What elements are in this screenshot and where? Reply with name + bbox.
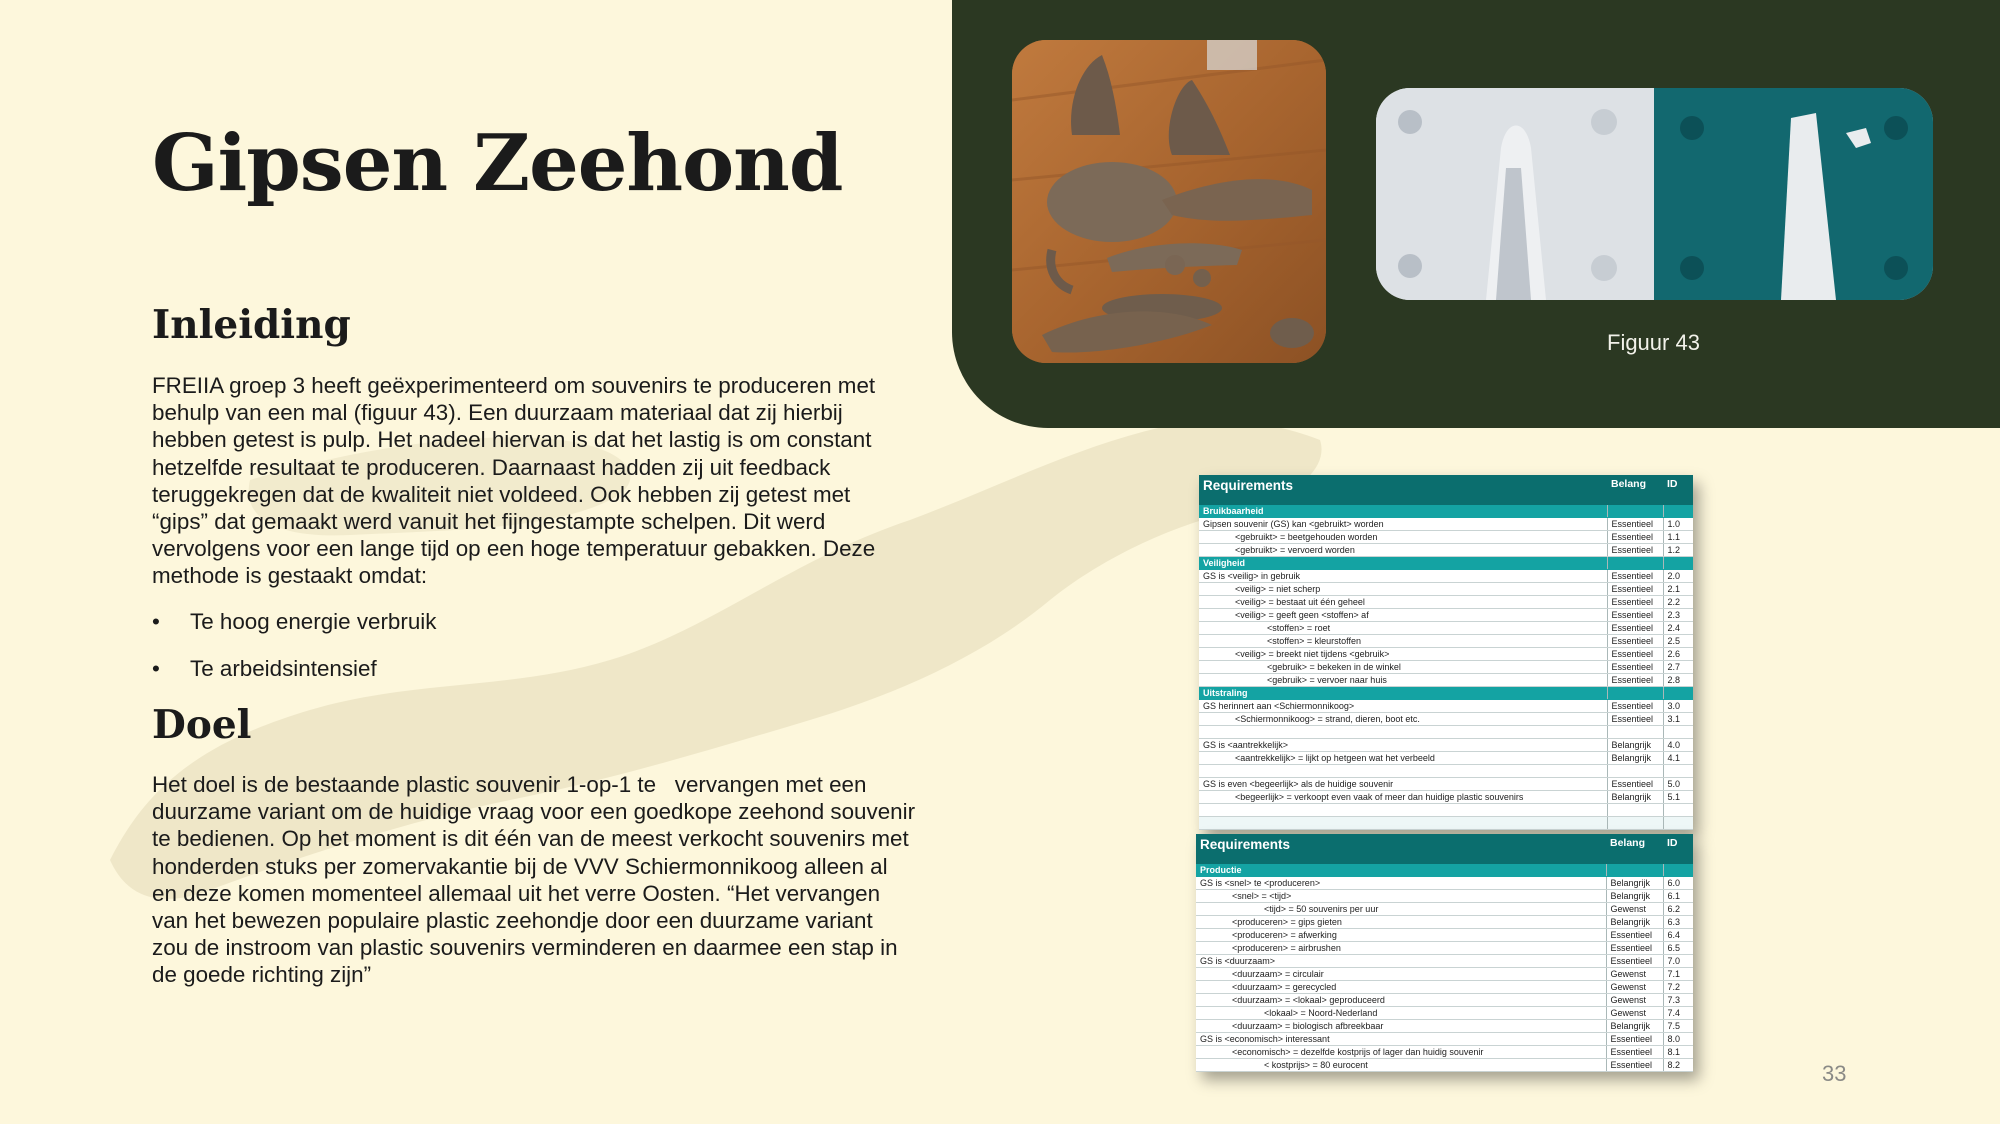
belang-cell (1607, 726, 1663, 739)
goal-paragraph (152, 771, 984, 989)
table-row (1196, 968, 1693, 981)
requirement-cell: GS is <snel> te <produceren> (1196, 877, 1606, 890)
belang-cell: Belangrijk (1606, 916, 1663, 929)
header-requirements: Requirements (1199, 475, 1607, 505)
requirement-cell: GS is <veilig> in gebruik (1199, 570, 1607, 583)
belang-cell: Essentieel (1607, 544, 1663, 557)
requirement-cell: GS is <economisch> interessant (1196, 1033, 1606, 1046)
header-requirements: Requirements (1196, 834, 1606, 864)
id-cell: 6.2 (1663, 903, 1693, 916)
table-row (1199, 752, 1693, 765)
table-header-row (1199, 475, 1693, 505)
requirement-cell: <Schiermonnikoog> = strand, dieren, boot etc. (1199, 713, 1607, 726)
table-row (1199, 531, 1693, 544)
table-row (1196, 1033, 1693, 1046)
requirement-cell: Uitstraling (1199, 687, 1607, 700)
goal-line: zou de instroom van plastic souvenirs verminderen en daarmee een stap in (152, 935, 898, 961)
table-row (1199, 609, 1693, 622)
header-id: ID (1663, 834, 1693, 864)
list-item-text: Te hoog energie verbruik (190, 609, 437, 634)
id-cell: 6.1 (1663, 890, 1693, 903)
header-id: ID (1663, 475, 1693, 505)
id-cell (1663, 817, 1693, 830)
belang-cell: Gewenst (1606, 981, 1663, 994)
table-row (1199, 713, 1693, 726)
table-row (1199, 583, 1693, 596)
requirement-cell: < kostprijs> = 80 eurocent (1196, 1059, 1606, 1072)
table-section-row (1199, 687, 1693, 700)
belang-cell: Essentieel (1606, 955, 1663, 968)
id-cell: 6.4 (1663, 929, 1693, 942)
belang-cell: Essentieel (1606, 1059, 1663, 1072)
id-cell: 1.1 (1663, 531, 1693, 544)
table-row (1199, 544, 1693, 557)
requirements-table-1 (1199, 475, 1693, 830)
belang-cell: Belangrijk (1606, 1020, 1663, 1033)
requirement-cell: <produceren> = gips gieten (1196, 916, 1606, 929)
header-belang: Belang (1606, 834, 1663, 864)
table-row (1196, 1007, 1693, 1020)
table-row (1196, 890, 1693, 903)
intro-heading: Inleiding (152, 302, 351, 348)
goal-line: Het doel is de bestaande plastic souvenir 1-op-1 te vervangen met een (152, 772, 867, 797)
id-cell: 1.2 (1663, 544, 1693, 557)
goal-line: van het bewezen populaire plastic zeehondje door een duurzame variant (152, 908, 873, 934)
requirement-cell: <gebruikt> = vervoerd worden (1199, 544, 1607, 557)
id-cell: 6.0 (1663, 877, 1693, 890)
list-item-text: Te arbeidsintensief (190, 656, 377, 681)
requirement-cell: <duurzaam> = circulair (1196, 968, 1606, 981)
intro-line: vervolgens voor een lange tijd op een hoge temperatuur gebakken. Deze (152, 536, 876, 562)
table-row (1199, 817, 1693, 830)
belang-cell: Essentieel (1606, 1033, 1663, 1046)
belang-cell (1606, 864, 1663, 877)
table-row (1196, 1020, 1693, 1033)
belang-cell (1607, 687, 1663, 700)
table-section-row (1199, 505, 1693, 518)
requirement-cell: Veiligheid (1199, 557, 1607, 570)
table-row (1199, 700, 1693, 713)
id-cell: 4.1 (1663, 752, 1693, 765)
requirement-cell: <veilig> = niet scherp (1199, 583, 1607, 596)
requirement-cell (1199, 765, 1607, 778)
id-cell (1663, 687, 1693, 700)
id-cell: 4.0 (1663, 739, 1693, 752)
belang-cell (1607, 505, 1663, 518)
table-row (1199, 791, 1693, 804)
intro-line: hetzelfde resultaat te produceren. Daarnaast hadden zij uit feedback (152, 454, 831, 480)
requirement-cell: <veilig> = geeft geen <stoffen> af (1199, 609, 1607, 622)
belang-cell: Essentieel (1607, 713, 1663, 726)
id-cell: 8.2 (1663, 1059, 1693, 1072)
intro-line: teruggekregen dat de kwaliteit niet voldeed. Ook hebben zij getest met (152, 481, 851, 507)
id-cell (1663, 765, 1693, 778)
belang-cell: Essentieel (1607, 674, 1663, 687)
id-cell (1663, 505, 1693, 518)
requirement-cell: <duurzaam> = biologisch afbreekbaar (1196, 1020, 1606, 1033)
requirement-cell: <tijd> = 50 souvenirs per uur (1196, 903, 1606, 916)
belang-cell: Essentieel (1607, 622, 1663, 635)
intro-line: FREIIA groep 3 heeft geëxperimenteerd om souvenirs te produceren met (152, 373, 876, 398)
belang-cell: Essentieel (1607, 635, 1663, 648)
bullet-icon: • (152, 656, 160, 681)
belang-cell: Essentieel (1607, 778, 1663, 791)
id-cell: 2.6 (1663, 648, 1693, 661)
belang-cell: Gewenst (1606, 994, 1663, 1007)
requirement-cell: Gipsen souvenir (GS) kan <gebruikt> worden (1199, 518, 1607, 531)
requirement-cell: <duurzaam> = <lokaal> geproduceerd (1196, 994, 1606, 1007)
table-row (1199, 804, 1693, 817)
id-cell: 2.0 (1663, 570, 1693, 583)
reasons-list (152, 608, 436, 702)
requirement-cell: <produceren> = airbrushen (1196, 942, 1606, 955)
requirement-cell: Productie (1196, 864, 1606, 877)
id-cell: 3.1 (1663, 713, 1693, 726)
table-row (1196, 916, 1693, 929)
requirement-cell: <duurzaam> = gerecycled (1196, 981, 1606, 994)
clay-seal-figurines-photo (1012, 40, 1326, 363)
id-cell: 1.0 (1663, 518, 1693, 531)
id-cell: 7.3 (1663, 994, 1693, 1007)
table-row (1196, 877, 1693, 890)
id-cell: 2.8 (1663, 674, 1693, 687)
belang-cell: Essentieel (1606, 1046, 1663, 1059)
id-cell: 2.3 (1663, 609, 1693, 622)
intro-line: behulp van een mal (figuur 43). Een duurzaam materiaal dat zij hierbij (152, 400, 843, 426)
bullet-icon: • (152, 609, 160, 634)
requirement-cell: <gebruik> = bekeken in de winkel (1199, 661, 1607, 674)
requirement-cell: <produceren> = afwerking (1196, 929, 1606, 942)
table-body (1196, 864, 1693, 1072)
id-cell: 5.1 (1663, 791, 1693, 804)
requirement-cell: <economisch> = dezelfde kostprijs of lager dan huidig souvenir (1196, 1046, 1606, 1059)
table-row (1196, 929, 1693, 942)
table-row (1199, 570, 1693, 583)
table-row (1196, 981, 1693, 994)
belang-cell: Gewenst (1606, 968, 1663, 981)
table-body (1199, 505, 1693, 830)
requirement-cell: <snel> = <tijd> (1196, 890, 1606, 903)
id-cell: 2.5 (1663, 635, 1693, 648)
table-row (1199, 635, 1693, 648)
requirement-cell: <lokaal> = Noord-Nederland (1196, 1007, 1606, 1020)
belang-cell: Belangrijk (1606, 877, 1663, 890)
table-row (1199, 674, 1693, 687)
id-cell: 7.5 (1663, 1020, 1693, 1033)
table-row (1196, 1046, 1693, 1059)
id-cell: 7.2 (1663, 981, 1693, 994)
table-row (1196, 942, 1693, 955)
id-cell: 2.1 (1663, 583, 1693, 596)
page-title: Gipsen Zeehond (152, 118, 843, 209)
requirement-cell (1199, 817, 1607, 830)
id-cell (1663, 557, 1693, 570)
belang-cell: Essentieel (1606, 942, 1663, 955)
requirement-cell: GS herinnert aan <Schiermonnikoog> (1199, 700, 1607, 713)
table-row (1199, 596, 1693, 609)
id-cell: 2.7 (1663, 661, 1693, 674)
id-cell: 3.0 (1663, 700, 1693, 713)
header-belang: Belang (1607, 475, 1663, 505)
belang-cell: Belangrijk (1607, 791, 1663, 804)
id-cell: 7.0 (1663, 955, 1693, 968)
belang-cell (1607, 817, 1663, 830)
requirement-cell: <veilig> = bestaat uit één geheel (1199, 596, 1607, 609)
belang-cell: Essentieel (1607, 518, 1663, 531)
table-row (1199, 661, 1693, 674)
intro-line: “gips” dat gemaakt werd vanuit het fijngestampte schelpen. Dit werd (152, 509, 826, 535)
requirement-cell: <gebruikt> = beetgehouden worden (1199, 531, 1607, 544)
id-cell (1663, 864, 1693, 877)
id-cell: 8.1 (1663, 1046, 1693, 1059)
table-row (1199, 739, 1693, 752)
id-cell (1663, 726, 1693, 739)
id-cell: 6.5 (1663, 942, 1693, 955)
belang-cell: Essentieel (1607, 661, 1663, 674)
requirement-cell: <aantrekkelijk> = lijkt op hetgeen wat het verbeeld (1199, 752, 1607, 765)
belang-cell: Belangrijk (1607, 752, 1663, 765)
belang-cell: Essentieel (1607, 648, 1663, 661)
belang-cell: Gewenst (1606, 903, 1663, 916)
goal-line: honderden stuks per zomervakantie bij de VVV Schiermonnikoog alleen al (152, 853, 888, 879)
goal-line: duurzame variant om de huidige vraag voor een goedkope zeehond souvenir (152, 799, 916, 825)
requirement-cell: GS is even <begeerlijk> als de huidige souvenir (1199, 778, 1607, 791)
requirements-table-2 (1196, 834, 1693, 1072)
table-row (1199, 648, 1693, 661)
requirement-cell: <begeerlijk> = verkoopt even vaak of meer dan huidige plastic souvenirs (1199, 791, 1607, 804)
table-row (1196, 955, 1693, 968)
belang-cell: Belangrijk (1607, 739, 1663, 752)
table-row (1196, 1059, 1693, 1072)
id-cell (1663, 804, 1693, 817)
table-row (1199, 765, 1693, 778)
belang-cell: Essentieel (1607, 609, 1663, 622)
mold-plates-photo (1376, 88, 1933, 300)
id-cell: 2.4 (1663, 622, 1693, 635)
requirement-cell: <gebruik> = vervoer naar huis (1199, 674, 1607, 687)
belang-cell: Essentieel (1607, 596, 1663, 609)
requirement-cell: GS is <aantrekkelijk> (1199, 739, 1607, 752)
table-section-row (1199, 557, 1693, 570)
requirement-cell (1199, 726, 1607, 739)
figure-caption: Figuur 43 (1607, 330, 1700, 355)
list-item (152, 655, 436, 682)
requirement-cell: Bruikbaarheid (1199, 505, 1607, 518)
table-row (1199, 518, 1693, 531)
intro-line: hebben getest is pulp. Het nadeel hiervan is dat het lastig is om constant (152, 427, 872, 453)
id-cell: 2.2 (1663, 596, 1693, 609)
belang-cell: Essentieel (1607, 531, 1663, 544)
table-header-row (1196, 834, 1693, 864)
table-section-row (1196, 864, 1693, 877)
goal-line: de goede richting zijn” (152, 962, 372, 988)
id-cell: 5.0 (1663, 778, 1693, 791)
table-row (1196, 994, 1693, 1007)
id-cell: 7.1 (1663, 968, 1693, 981)
page-number: 33 (1822, 1061, 1847, 1086)
belang-cell: Essentieel (1607, 583, 1663, 596)
goal-line: te bedienen. Op het moment is dit één van de meest verkocht souvenirs met (152, 826, 909, 852)
belang-cell: Essentieel (1607, 700, 1663, 713)
belang-cell: Essentieel (1607, 570, 1663, 583)
list-item (152, 608, 436, 635)
id-cell: 7.4 (1663, 1007, 1693, 1020)
belang-cell (1607, 804, 1663, 817)
requirement-cell: GS is <duurzaam> (1196, 955, 1606, 968)
requirement-cell (1199, 804, 1607, 817)
goal-heading: Doel (152, 702, 252, 748)
table-row (1196, 903, 1693, 916)
table-row (1199, 622, 1693, 635)
belang-cell (1607, 557, 1663, 570)
intro-line: methode is gestaakt omdat: (152, 563, 428, 589)
belang-cell (1607, 765, 1663, 778)
requirement-cell: <stoffen> = roet (1199, 622, 1607, 635)
id-cell: 8.0 (1663, 1033, 1693, 1046)
goal-line: en deze komen momenteel allemaal uit het verre Oosten. “Het vervangen (152, 880, 881, 906)
table-row (1199, 778, 1693, 791)
id-cell: 6.3 (1663, 916, 1693, 929)
belang-cell: Essentieel (1606, 929, 1663, 942)
belang-cell: Belangrijk (1606, 890, 1663, 903)
requirement-cell: <veilig> = breekt niet tijdens <gebruik> (1199, 648, 1607, 661)
table-row (1199, 726, 1693, 739)
belang-cell: Gewenst (1606, 1007, 1663, 1020)
requirement-cell: <stoffen> = kleurstoffen (1199, 635, 1607, 648)
intro-paragraph (152, 372, 982, 590)
